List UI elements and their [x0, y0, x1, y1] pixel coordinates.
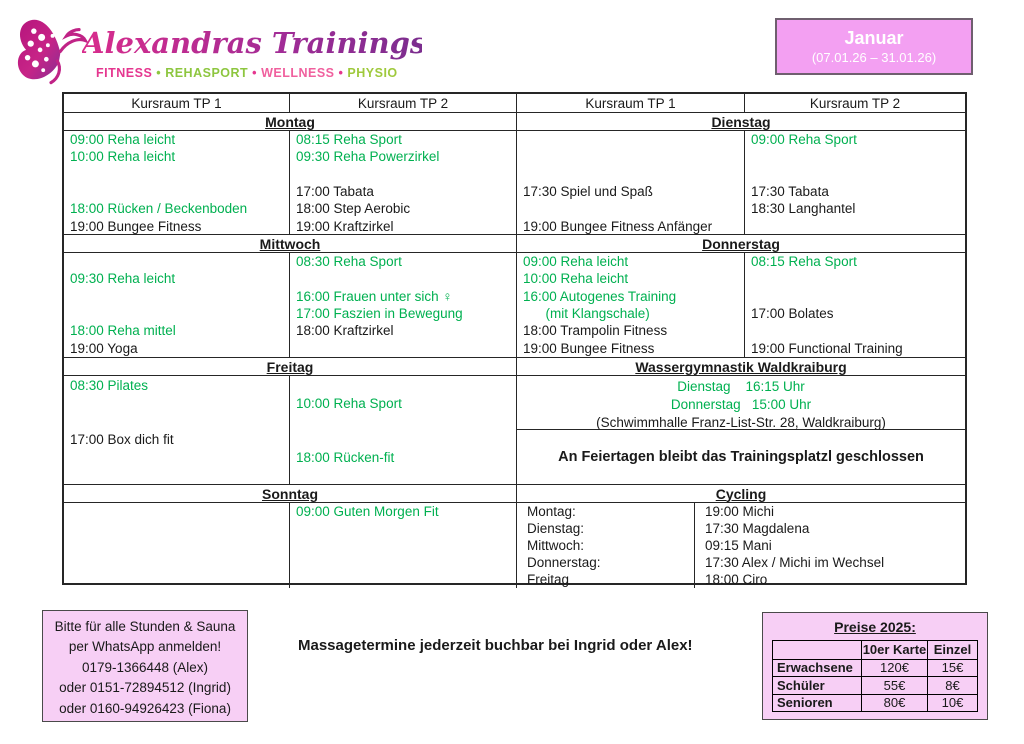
schedule-entry: 18:00 Rücken / Beckenboden: [70, 201, 248, 217]
cell-dienstag-tp1: [516, 131, 744, 234]
schedule-entry: Dienstag 16:15 Uhr: [677, 378, 805, 394]
schedule-entry: 09:15 Mani: [705, 538, 772, 553]
empty-line: [64, 520, 289, 537]
schedule-entry: 19:00 Functional Training: [751, 340, 903, 356]
empty-line: [290, 376, 516, 394]
schedule-entry: 18:00 Step Aerobic: [296, 201, 411, 217]
content-row-mi-do: [64, 252, 965, 357]
content-row-so-cycling: [64, 502, 965, 588]
cell-donnerstag-tp2: [744, 253, 965, 357]
schedule-entry: 09:00 Reha leicht: [70, 132, 176, 148]
cycling-days: [516, 503, 694, 588]
col-header-tp2-right: Kursraum TP 2: [744, 94, 965, 112]
price-box: [762, 612, 988, 720]
empty-line: [64, 305, 289, 322]
price-header-row: [773, 641, 977, 659]
wasser-schedule: [517, 376, 965, 429]
schedule-entry: 18:00 Trampolin Fitness: [523, 323, 668, 339]
cell-montag-tp1: [64, 131, 289, 234]
schedule-entry: 17:30 Spiel und Spaß: [523, 184, 653, 200]
price-value: 15€: [927, 660, 977, 677]
bullet-icon: •: [338, 66, 344, 80]
tagline-physio: PHYSIO: [347, 66, 398, 80]
schedule-entry: Mittwoch:: [527, 538, 585, 553]
price-corner-cell: [773, 641, 861, 659]
price-row-schueler: [773, 676, 977, 694]
cell-montag-tp2: [289, 131, 516, 234]
day-header-row: [64, 357, 965, 375]
schedule-entry: 17:00 Box dich fit: [70, 432, 174, 448]
cell-mittwoch-tp2: [289, 253, 516, 357]
day-header-donnerstag: Donnerstag: [516, 235, 965, 252]
schedule-entry: 09:00 Guten Morgen Fit: [296, 504, 439, 519]
schedule-entry: 09:30 Reha Powerzirkel: [296, 149, 440, 165]
empty-line: [64, 571, 289, 588]
schedule-entry: 09:00 Reha leicht: [523, 254, 629, 270]
price-value: 55€: [861, 677, 927, 694]
schedule-entry: 17:00 Bolates: [751, 306, 834, 322]
cell-donnerstag-tp1: [516, 253, 744, 357]
logo-title: Alexandras Trainingsplatzl: [82, 26, 518, 60]
section-header-cycling: Cycling: [516, 485, 965, 502]
empty-line: [64, 554, 289, 571]
cell-freitag-tp2: [289, 376, 516, 484]
empty-line: [64, 288, 289, 305]
schedule-entry: 18:00 Kraftzirkel: [296, 323, 394, 339]
price-col-10er: 10er Karte: [862, 642, 927, 658]
schedule-entry: 10:00 Reha leicht: [523, 271, 629, 287]
empty-line: [290, 412, 516, 430]
schedule-entry: Donnerstag 15:00 Uhr: [670, 396, 812, 412]
price-row-erwachsene: [773, 659, 977, 677]
schedule-entry: 10:00 Reha Sport: [296, 395, 402, 411]
schedule-entry: 19:00 Bungee Fitness: [70, 218, 202, 234]
empty-line: [64, 253, 289, 270]
schedule-table: [62, 92, 967, 585]
empty-line: [745, 322, 965, 339]
price-label: Schüler: [777, 677, 825, 693]
empty-line: [290, 520, 516, 537]
schedule-entry: oder 0160-94926423 (Fiona): [59, 700, 231, 716]
schedule-entry: 08:15 Reha Sport: [751, 254, 857, 270]
empty-line: [290, 270, 516, 287]
schedule-entry: 19:00 Michi: [705, 504, 775, 519]
tagline-fitness: FITNESS: [96, 66, 153, 80]
schedule-entry: 19:00 Yoga: [70, 340, 138, 356]
schedule-entry: 18:00 Ciro: [705, 572, 768, 587]
col-header-tp1-left: Kursraum TP 1: [131, 95, 222, 111]
month-box: [775, 18, 973, 75]
empty-line: [64, 183, 289, 200]
schedule-entry: 18:00 Rücken-fit: [296, 450, 395, 466]
column-header-row: [64, 94, 965, 112]
bullet-icon: •: [252, 66, 258, 80]
schedule-entry: 18:00 Reha mittel: [70, 323, 176, 339]
schedule-entry: 16:00 Autogenes Training: [523, 288, 677, 304]
empty-line: [290, 554, 516, 571]
empty-line: [745, 166, 965, 183]
day-header-freitag: Freitag: [266, 358, 314, 375]
day-header-row: [64, 234, 965, 252]
cell-wassergymnastik: [516, 376, 965, 484]
cell-freitag-tp1: [64, 376, 289, 484]
empty-line: [64, 503, 289, 520]
schedule-entry: 19:00 Bungee Fitness Anfänger: [523, 218, 713, 234]
cell-sonntag-tp1: [64, 503, 289, 588]
col-header-tp2-left: Kursraum TP 2: [289, 94, 516, 112]
empty-line: [64, 412, 289, 430]
empty-line: [517, 200, 744, 217]
price-title: Preise 2025:: [834, 619, 916, 635]
contact-box: [42, 610, 248, 722]
tagline-wellness: WELLNESS: [261, 66, 335, 80]
col-header-tp1-right: Kursraum TP 1: [516, 94, 744, 112]
schedule-entry: 08:30 Reha Sport: [296, 254, 402, 270]
price-value: 80€: [861, 695, 927, 712]
empty-line: [745, 288, 965, 305]
schedule-entry: 17:00 Faszien in Bewegung: [296, 306, 463, 322]
schedule-entry: oder 0151-72894512 (Ingrid): [59, 680, 231, 696]
schedule-entry: 17:30 Magdalena: [705, 521, 810, 536]
empty-line: [745, 218, 965, 234]
cycling-times: [694, 503, 965, 588]
empty-line: [64, 537, 289, 554]
schedule-entry: 0179-1366448 (Alex): [81, 659, 209, 675]
schedule-entry: Freitag: [527, 572, 570, 587]
tagline-rehasport: REHASPORT: [165, 66, 249, 80]
day-header-montag: Montag: [265, 113, 315, 130]
empty-line: [64, 166, 289, 183]
price-row-senioren: [773, 694, 977, 712]
price-col-einzel: Einzel: [927, 641, 977, 659]
schedule-entry: (Schwimmhalle Franz-List-Str. 28, Waldkraiburg): [596, 414, 886, 430]
schedule-entry: Donnerstag:: [527, 555, 601, 570]
price-label: Erwachsene: [777, 660, 853, 676]
logo: [10, 10, 518, 100]
massage-note: Massagetermine jederzeit buchbar bei Ingrid oder Alex!: [298, 637, 693, 654]
section-header-wassergymnastik: Wassergymnastik Waldkraiburg: [516, 358, 965, 375]
schedule-entry: Montag:: [527, 504, 576, 519]
empty-line: [290, 537, 516, 554]
schedule-entry: 10:00 Reha leicht: [70, 149, 176, 165]
empty-line: [517, 166, 744, 183]
price-value: 120€: [861, 660, 927, 677]
cell-dienstag-tp2: [744, 131, 965, 234]
content-row-mo-di: [64, 130, 965, 234]
schedule-entry: 17:00 Tabata: [296, 184, 374, 200]
schedule-entry: 08:30 Pilates: [70, 377, 149, 393]
empty-line: [64, 467, 289, 484]
schedule-entry: 09:30 Reha leicht: [70, 271, 176, 287]
schedule-entry: 19:00 Bungee Fitness: [523, 340, 655, 356]
butterfly-icon: [12, 12, 90, 94]
logo-tagline: [96, 66, 398, 80]
empty-line: [64, 449, 289, 467]
schedule-entry: 19:00 Kraftzirkel: [296, 218, 394, 234]
empty-line: [290, 166, 516, 183]
price-label: Senioren: [777, 695, 833, 711]
schedule-entry: 16:00 Frauen unter sich ♀: [296, 288, 453, 304]
empty-line: [290, 340, 516, 357]
holiday-notice: An Feiertagen bleibt das Trainingsplatzl geschlossen: [517, 429, 965, 484]
day-header-row: [64, 484, 965, 502]
schedule-entry: per WhatsApp anmelden!: [68, 639, 222, 655]
day-header-mittwoch: Mittwoch: [259, 235, 321, 252]
empty-line: [64, 394, 289, 412]
empty-line: [290, 430, 516, 448]
empty-line: [517, 148, 744, 165]
schedule-entry: 09:00 Reha Sport: [751, 132, 857, 148]
schedule-entry: (mit Klangschale): [523, 306, 650, 322]
empty-line: [745, 148, 965, 165]
date-range: (07.01.26 – 31.01.26): [811, 50, 937, 65]
bullet-icon: •: [156, 66, 162, 80]
schedule-entry: 18:30 Langhantel: [751, 201, 856, 217]
price-value: 8€: [927, 677, 977, 694]
cell-sonntag-tp2: [289, 503, 516, 588]
schedule-entry: 17:30 Tabata: [751, 184, 829, 200]
empty-line: [745, 270, 965, 287]
schedule-entry: 17:30 Alex / Michi im Wechsel: [705, 555, 885, 570]
empty-line: [517, 131, 744, 148]
schedule-entry: Bitte für alle Stunden & Sauna: [54, 618, 236, 634]
schedule-entry: Dienstag:: [527, 521, 585, 536]
schedule-entry: 08:15 Reha Sport: [296, 132, 402, 148]
empty-line: [290, 571, 516, 588]
empty-line: [290, 467, 516, 484]
content-row-fr-wasser: [64, 375, 965, 484]
price-table: [772, 640, 978, 712]
day-header-dienstag: Dienstag: [516, 113, 965, 130]
month-label: Januar: [844, 28, 904, 48]
day-header-sonntag: Sonntag: [262, 485, 318, 502]
price-value: 10€: [927, 695, 977, 712]
day-header-row: [64, 112, 965, 130]
cell-mittwoch-tp1: [64, 253, 289, 357]
